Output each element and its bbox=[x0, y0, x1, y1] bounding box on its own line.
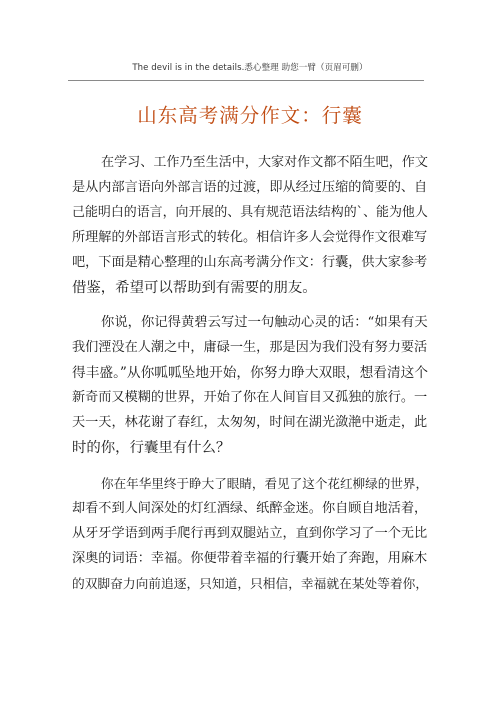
text-line: 你说，你记得黄碧云写过一句触动心灵的话：“如果有天 bbox=[101, 315, 428, 331]
text-line: 我们湮没在人潮之中，庸碌一生，那是因为我们没有努力要活 bbox=[72, 340, 428, 356]
text-line: 深奥的词语：幸福。你便带着幸福的行囊开始了奔跑，用麻木 bbox=[72, 550, 428, 566]
text-line: 己能明白的语言，向开展的、具有规范语法结构的`、能为他人 bbox=[72, 204, 428, 220]
text-line: 从牙牙学语到两手爬行再到双腿站立，直到你学习了一个无比 bbox=[72, 525, 428, 541]
paragraph bbox=[72, 311, 428, 460]
text-line: 借鉴，希望可以帮助到有需要的朋友。 bbox=[72, 279, 317, 296]
text-line: 天一天，林花谢了春红，太匆匆，时间在湖光潋滟中逝走，此 bbox=[72, 415, 428, 431]
text-line: 却看不到人间深处的灯红酒绿、纸醉金迷。你自顾自地活着， bbox=[72, 500, 428, 516]
text-line: 得丰盛。”从你呱呱坠地开始，你努力睁大双眼，想看清这个 bbox=[72, 365, 429, 382]
paragraph bbox=[72, 472, 428, 597]
document-body bbox=[72, 151, 428, 596]
text-line: 在学习、工作乃至生活中，大家对作文都不陌生吧，作文 bbox=[101, 155, 428, 170]
text-line: 所理解的外部语言形式的转化。相信许多人会觉得作文很难写 bbox=[72, 229, 428, 245]
page-header: The devil is in the details.悉心整理 助您一臂（页眉可删） bbox=[132, 63, 368, 73]
text-line: 是从内部言语向外部言语的过渡，即从经过压缩的简要的、自 bbox=[72, 179, 428, 195]
text-line: 你在年华里终于睁大了眼睛，看见了这个花红柳绿的世界， bbox=[101, 475, 429, 491]
text-line: 新奇而又模糊的世界，开始了你在人间盲目又孤独的旅行。一 bbox=[72, 390, 428, 406]
text-line: 吧，下面是精心整理的山东高考满分作文：行囊，供大家参考 bbox=[72, 254, 428, 270]
document-title: 山东高考满分作文：行囊 bbox=[137, 104, 363, 127]
text-line: 时的你，行囊里有什么？ bbox=[72, 439, 231, 456]
paragraph bbox=[72, 151, 428, 300]
text-line: 的双脚奋力向前追逐，只知道，只相信，幸福就在某处等着你， bbox=[72, 575, 429, 591]
header-divider bbox=[68, 80, 424, 81]
